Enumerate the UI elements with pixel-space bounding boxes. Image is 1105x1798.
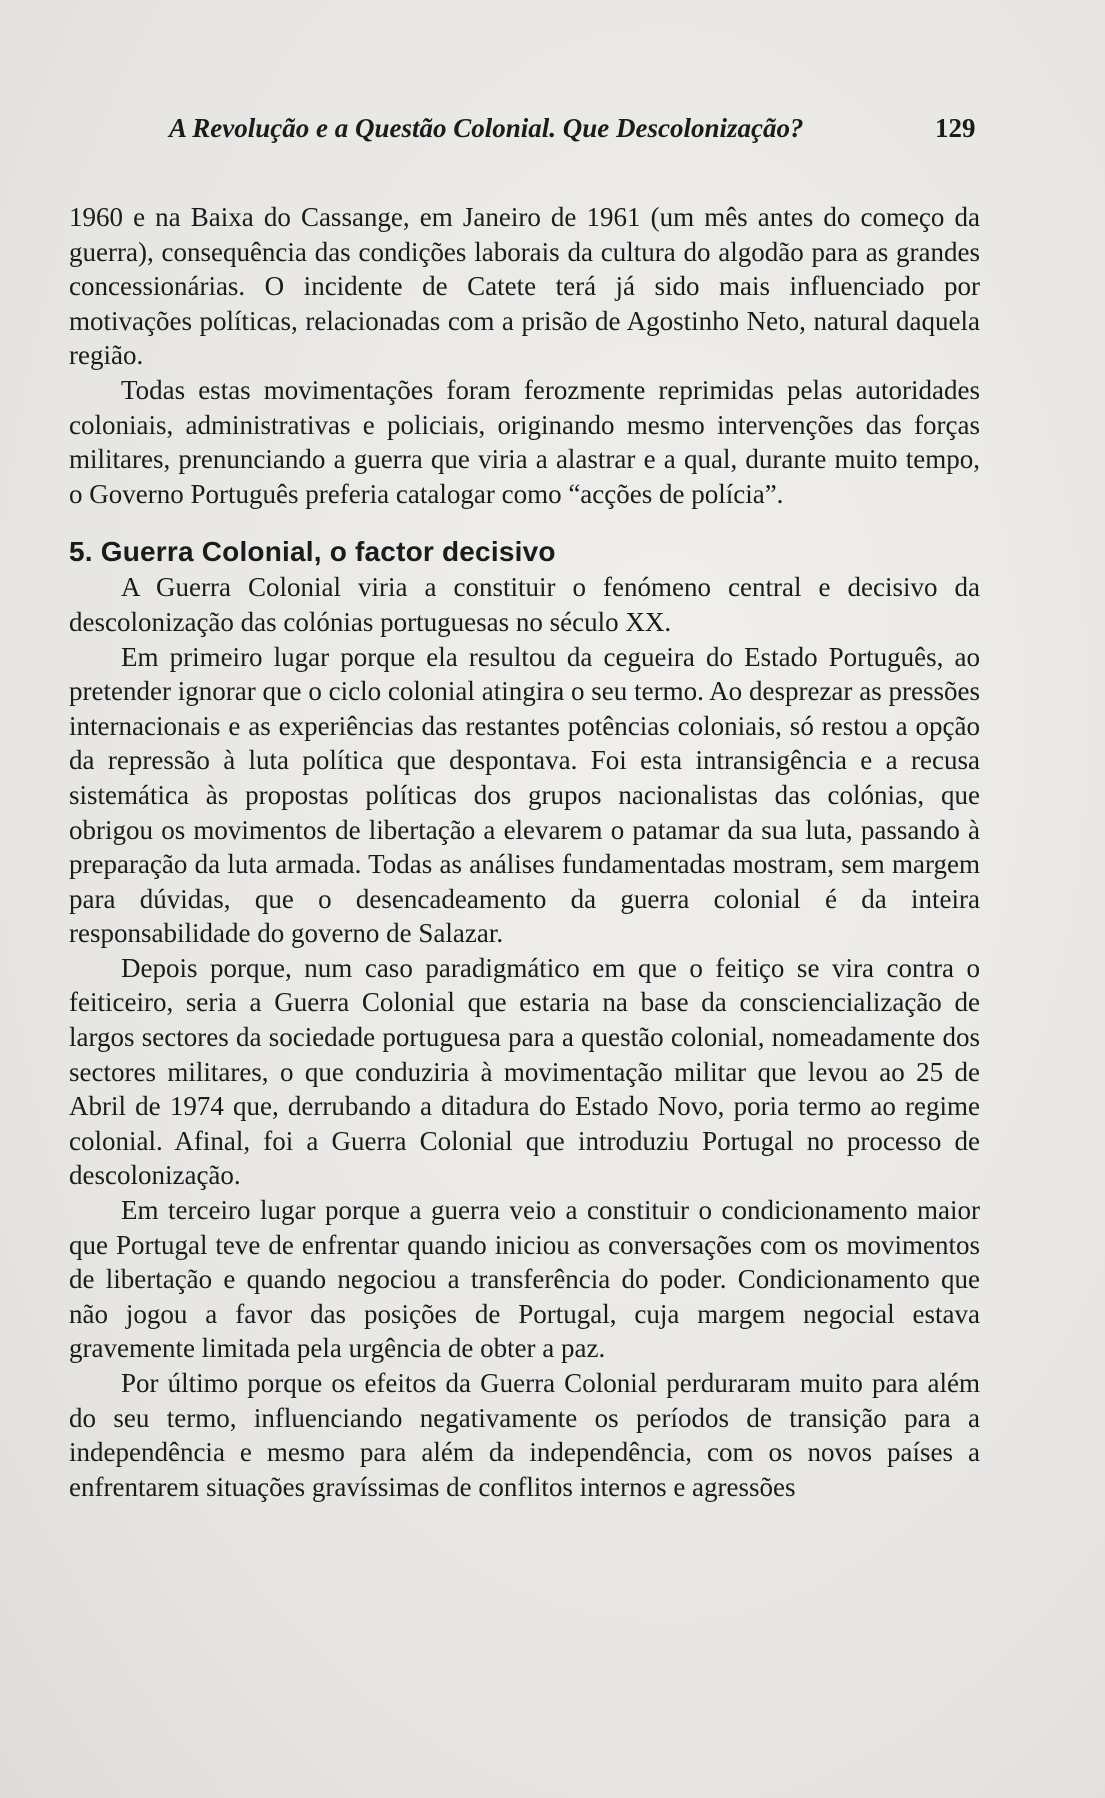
paragraph: Em terceiro lugar porque a guerra veio a constituir o condicionamento maior que Portugal teve de enfrentar quando iniciou as conversações com os movimentos de libertação e quando negociou a transferência do poder. Condicionamento que não jogou a favor das posições de Portugal, cuja margem negocial estava gravemente limitada pela urgência de obter a paz. <box>69 1195 980 1364</box>
paragraph: Por último porque os efeitos da Guerra Colonial perduraram muito para além do seu termo, influenciando negativamente os períodos de transição para a independência e mesmo para além da independência, com os novos países a enfrentarem situações gravíssimas de conflitos internos e agressões <box>69 1368 980 1502</box>
paragraph: A Guerra Colonial viria a constituir o fenómeno central e decisivo da descolonização das colónias portuguesas no século XX. <box>69 572 980 637</box>
body-text <box>69 200 980 1504</box>
running-header <box>69 108 980 148</box>
paragraph: 1960 e na Baixa do Cassange, em Janeiro de 1961 (um mês antes do começo da guerra), consequência das condições laborais da cultura do algodão para as grandes concessionárias. O incidente de Catete terá já sido mais influenciado por motivações políticas, relacionadas com a prisão de Agostinho Neto, natural daquela região. <box>69 202 980 371</box>
page-number: 129 <box>935 113 976 143</box>
running-title: A Revolução e a Questão Colonial. Que Descolonização? <box>169 113 804 143</box>
section-heading: 5. Guerra Colonial, o factor decisivo <box>69 536 556 568</box>
paragraph: Todas estas movimentações foram ferozmente reprimidas pelas autoridades coloniais, administrativas e policiais, originando mesmo intervenções das forças militares, prenunciando a guerra que viria a alastrar e a qual, durante muito tempo, o Governo Português preferia catalogar como “acções de polícia”. <box>69 374 980 509</box>
paragraph: Em primeiro lugar porque ela resultou da cegueira do Estado Português, ao pretender ignorar que o ciclo colonial atingira o seu termo. Ao desprezar as pressões internacionais e as experiências das restantes potências coloniais, só restou a opção da repressão à luta política que despontava. Foi esta intransigência e a recusa sistemática às propostas políticas dos grupos nacionalistas das colónias, que obrigou os movimentos de libertação a elevarem o patamar da sua luta, passando à preparação da luta armada. Todas as análises fundamentadas mostram, sem margem para dúvidas, que o desencadeamento da guerra colonial é da inteira responsabilidade do governo de Salazar. <box>69 641 980 949</box>
paragraph: Depois porque, num caso paradigmático em que o feitiço se vira contra o feiticeiro, seria a Guerra Colonial que estaria na base da consciencialização de largos sectores da sociedade portuguesa para a questão colonial, nomeadamente dos sectores militares, o que conduziria à movimentação militar que levou ao 25 de Abril de 1974 que, derrubando a ditadura do Estado Novo, poria termo ao regime colonial. Afinal, foi a Guerra Colonial que introduziu Portugal no processo de descolonização. <box>69 952 980 1191</box>
book-page <box>69 108 980 1504</box>
